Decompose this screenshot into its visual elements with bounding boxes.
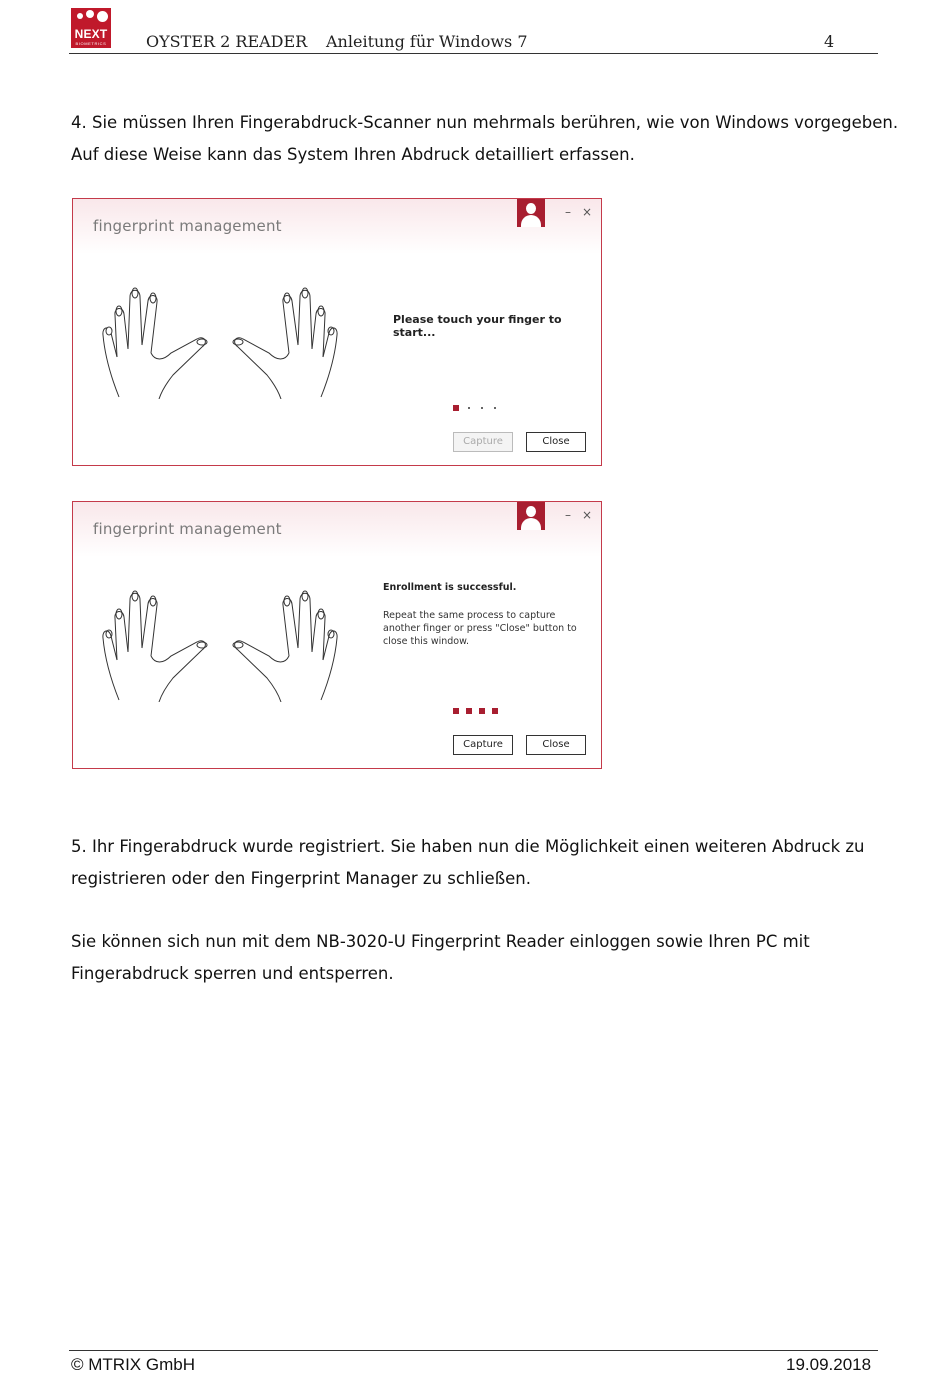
progress-dot-filled (453, 708, 459, 714)
logo-text: NEXT (74, 27, 108, 41)
progress-dot-filled (492, 708, 498, 714)
closing-line2: Fingerabdruck sperren und entsperren. (71, 964, 394, 983)
close-button[interactable]: Close (526, 735, 586, 755)
left-hand-icon (103, 288, 207, 399)
hands-illustration-icon (101, 590, 341, 702)
progress-indicator (453, 702, 505, 710)
progress-dot-empty (468, 407, 470, 409)
close-icon[interactable]: × (582, 508, 593, 522)
logo-dot (77, 13, 83, 19)
progress-dot-empty (481, 407, 483, 409)
header-divider (69, 53, 878, 54)
footer-copyright: © MTRIX GmbH (71, 1355, 195, 1374)
progress-dot-filled (466, 708, 472, 714)
progress-dot-filled (479, 708, 485, 714)
footer-divider (69, 1350, 878, 1351)
step5-line1: 5. Ihr Fingerabdruck wurde registriert. Sie haben nun die Möglichkeit einen weiteren Abdruck zu (71, 837, 865, 856)
header-subtitle: Anleitung für Windows 7 (326, 32, 528, 51)
next-biometrics-logo (71, 8, 111, 48)
minimize-button[interactable]: – (565, 508, 571, 522)
logo-dot (97, 11, 108, 22)
capture-button[interactable]: Capture (453, 735, 513, 755)
progress-dot-filled (453, 405, 459, 411)
close-button[interactable]: Close (526, 432, 586, 452)
status-message: Please touch your finger to start... (393, 313, 562, 339)
hands-illustration-icon (101, 287, 341, 399)
right-hand-icon (233, 591, 337, 702)
page-number: 4 (824, 32, 835, 51)
right-hand-icon (233, 288, 337, 399)
logo-subtext: BIOMETRICS (75, 41, 107, 46)
success-message: Enrollment is successful. (383, 582, 517, 593)
step4-line1: 4. Sie müssen Ihren Fingerabdruck-Scanner nun mehrmals berühren, wie von Windows vorgegeben. (71, 113, 899, 132)
step5-line2: registrieren oder den Fingerprint Manager zu schließen. (71, 869, 531, 888)
closing-line1: Sie können sich nun mit dem NB-3020-U Fingerprint Reader einloggen sowie Ihren PC mit (71, 932, 810, 951)
fingerprint-dialog-success (72, 501, 602, 769)
left-hand-icon (103, 591, 207, 702)
dialog-title: fingerprint management (93, 520, 282, 538)
fingerprint-dialog-start (72, 198, 602, 466)
dialog-title: fingerprint management (93, 217, 282, 235)
user-avatar-icon (517, 502, 545, 530)
footer-date: 19.09.2018 (786, 1355, 872, 1374)
user-avatar-icon (517, 199, 545, 227)
progress-dot-empty (494, 407, 496, 409)
close-icon[interactable]: × (582, 205, 593, 219)
header-product: OYSTER 2 READER (146, 32, 308, 51)
progress-indicator (453, 399, 505, 407)
minimize-button[interactable]: – (565, 205, 571, 219)
instruction-message: Repeat the same process to capture another finger or press "Close" button to close this window. (383, 610, 577, 647)
capture-button[interactable]: Capture (453, 432, 513, 452)
step4-line2: Auf diese Weise kann das System Ihren Abdruck detailliert erfassen. (71, 145, 635, 164)
logo-dot (86, 10, 94, 18)
